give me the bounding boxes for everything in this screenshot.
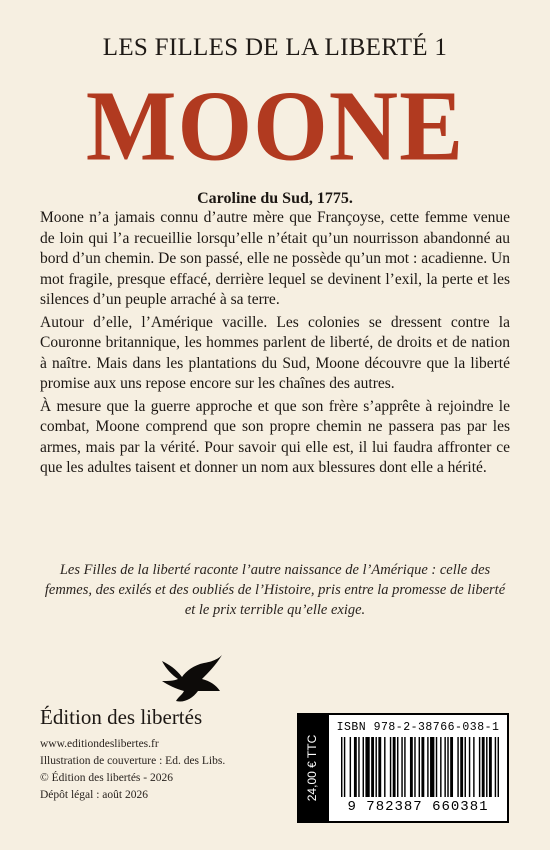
barcode-bar <box>363 737 364 797</box>
barcode-bar <box>358 737 359 797</box>
barcode-bar <box>486 737 487 797</box>
barcode-bar <box>341 737 342 797</box>
book-title: MOONE <box>85 69 465 182</box>
publisher-name: Édition des libertés <box>40 705 203 729</box>
isbn-label: ISBN 978-2-38766-038-1 <box>336 721 500 734</box>
bird-icon <box>158 655 224 705</box>
barcode-bar <box>350 737 351 797</box>
barcode-bar <box>365 737 369 797</box>
barcode-bar <box>393 737 396 797</box>
barcode-bar <box>354 737 357 797</box>
barcode-bar <box>436 737 437 797</box>
barcode-bar <box>498 737 499 797</box>
series-blurb: Les Filles de la liberté raconte l’autre naissance de l’Amérique : celle des femmes, des exilés et des oubliés de l’Histoire, pris entre la promesse de liberté et le prix terrible qu’elle exige. <box>44 562 506 618</box>
synopsis-paragraph: Moone n’a jamais connu d’autre mère que Françoyse, cette femme venue de loin qui l’a recueillie lorsqu’elle n’était qu’un nourrisson abandonné au bord d’un chemin. De son passé, elle ne possède qu’un mot : acadienne. Un mot fragile, presque effacé, derrière lequel se devinent l’exil, la perte et les silences d’un peuple arraché à sa terre. <box>40 209 510 308</box>
barcode-bar <box>465 737 466 797</box>
barcode-bar <box>344 737 345 797</box>
barcode-bar <box>482 737 485 797</box>
barcode-bar <box>430 737 434 797</box>
barcode-bar <box>469 737 470 797</box>
barcode-bar <box>450 737 453 797</box>
barcode-bar <box>479 737 480 797</box>
barcode-bar <box>404 737 405 797</box>
barcode-bar <box>371 737 374 797</box>
synopsis-paragraph: À mesure que la guerre approche et que son frère s’apprête à rejoindre le combat, Moone comprend que son propre chemin ne passera pas par les armes, mais par la vérité. Pour savoir qui elle est, il lui faudra affronter ce que les adultes taisent et donner un nom aux blessures dont elle a hérité. <box>40 397 510 476</box>
publisher-info <box>40 736 225 804</box>
barcode-bar <box>460 737 463 797</box>
publisher-website: www.editiondeslibertes.fr <box>40 738 159 750</box>
barcode-bar <box>473 737 474 797</box>
price-column <box>297 713 327 823</box>
barcode-bar <box>489 737 492 797</box>
barcode-bar <box>444 737 445 797</box>
barcode-bars <box>341 737 499 797</box>
barcode-bar <box>440 737 441 797</box>
barcode-bar <box>375 737 376 797</box>
barcode-bar <box>414 737 415 797</box>
barcode-bar <box>410 737 413 797</box>
series-title: LES FILLES DE LA LIBERTÉ 1 <box>102 34 448 61</box>
legal-deposit: Dépôt légal : août 2026 <box>40 789 148 801</box>
barcode-bar <box>427 737 428 797</box>
barcode-bar <box>401 737 402 797</box>
barcode-bar <box>397 737 398 797</box>
barcode-bar <box>495 737 496 797</box>
subtitle-place-date: Caroline du Sud, 1775. <box>197 190 353 207</box>
barcode-bar <box>390 737 391 797</box>
synopsis-paragraph: Autour d’elle, l’Amérique vacille. Les colonies se dressent contre la Couronne britannique, les hommes parlent de liberté, de droits et de nation à naître. Mais dans les plantations du Sud, Moone découvre que la liberté promise aux uns repose encore sur les chaînes des autres. <box>40 313 510 392</box>
illustration-credit: Illustration de couverture : Ed. des Libs. <box>40 755 226 767</box>
barcode-bar <box>384 737 385 797</box>
barcode-bar <box>421 737 424 797</box>
barcode-bar <box>419 737 420 797</box>
barcode-bar <box>447 737 448 797</box>
ean-digits: 9 782387 660381 <box>347 799 489 815</box>
price-label: 24,00 € TTC <box>305 734 319 802</box>
barcode-bar <box>378 737 381 797</box>
barcode-block <box>297 713 509 823</box>
barcode-bar <box>457 737 458 797</box>
copyright-notice: © Édition des libertés - 2026 <box>40 772 173 784</box>
synopsis <box>40 208 510 481</box>
barcode-panel <box>329 715 507 821</box>
